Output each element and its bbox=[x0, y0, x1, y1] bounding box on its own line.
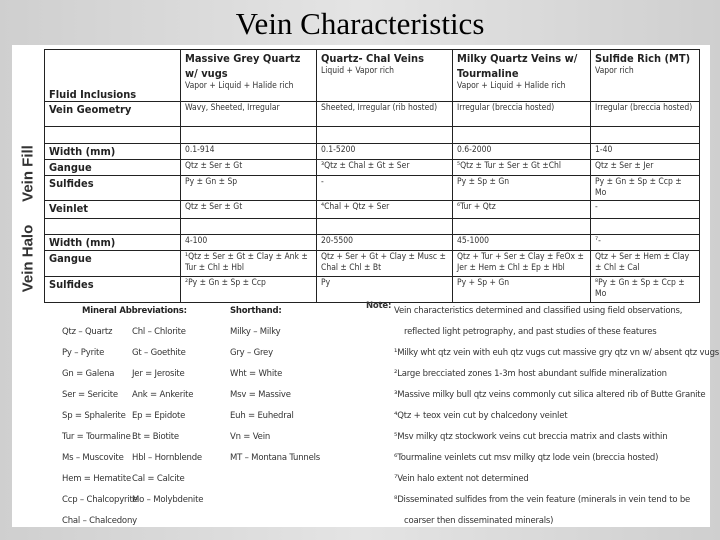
table-cell: 0.1-914 bbox=[181, 144, 317, 160]
fluid-inclusion-cell: Vapor rich bbox=[595, 66, 634, 76]
table-cell: Py ± Gn ± Sp bbox=[181, 176, 317, 201]
table-cell: ⁴Chal + Qtz + Ser bbox=[317, 201, 453, 219]
abbreviation-item: Sp = Sphalerite bbox=[62, 411, 126, 421]
slide-title: Vein Characteristics bbox=[235, 6, 485, 41]
table-row bbox=[45, 251, 700, 277]
column-title: Massive Grey Quartz w/ vugs bbox=[185, 52, 301, 80]
vein-fill-label: Vein Fill bbox=[19, 145, 37, 202]
abbreviation-item: Gt – Goethite bbox=[132, 348, 186, 358]
abbreviation-item: Py – Pyrite bbox=[62, 348, 105, 358]
table-cell: Qtz + Ser ± Hem ± Clay ± Chl ± Cal bbox=[591, 251, 700, 277]
table-cell: - bbox=[317, 176, 453, 201]
column-header bbox=[591, 50, 700, 102]
note-heading: Note: bbox=[366, 301, 392, 311]
table-cell: - bbox=[591, 201, 700, 219]
row-label: Vein Geometry bbox=[45, 102, 181, 127]
shorthand-item: Milky – Milky bbox=[230, 327, 281, 337]
abbreviation-item: Hem = Hematite bbox=[62, 474, 131, 484]
abbreviation-item: Chl – Chlorite bbox=[132, 327, 186, 337]
table-row bbox=[45, 201, 700, 219]
table-cell: 45-1000 bbox=[453, 235, 591, 251]
note-line: ⁴Qtz + teox vein cut by chalcedony veinlet bbox=[394, 411, 568, 421]
table-cell: ¹Qtz ± Ser ± Gt ± Clay ± Ank ± Tur ± Chl ± Hbl bbox=[181, 251, 317, 277]
table-cell: Sheeted, Irregular (rib hosted) bbox=[317, 102, 453, 127]
note-line: ⁶Tourmaline veinlets cut msv milky qtz lode vein (breccia hosted) bbox=[394, 453, 659, 463]
abbreviation-item: Ccp – Chalcopyrite bbox=[62, 495, 138, 505]
table-cell: Py bbox=[317, 277, 453, 303]
note-line: ⁸Disseminated sulfides from the vein feature (minerals in vein tend to be bbox=[394, 495, 691, 505]
table-cell: 1-40 bbox=[591, 144, 700, 160]
table-cell bbox=[181, 127, 317, 144]
note-line: ²Large brecciated zones 1-3m host abundant sulfide mineralization bbox=[394, 369, 667, 379]
row-label: Gangue bbox=[45, 160, 181, 176]
shorthand-item: MT – Montana Tunnels bbox=[230, 453, 321, 463]
table-row bbox=[45, 219, 700, 235]
table-cell: Qtz + Tur + Ser ± Clay ± FeOx ± Jer ± Hem ± Chl ± Ep ± Hbl bbox=[453, 251, 591, 277]
abbreviation-item: Cal = Calcite bbox=[132, 474, 185, 484]
table-cell: ⁷- bbox=[591, 235, 700, 251]
shorthand-item: Gry – Grey bbox=[230, 348, 273, 358]
table-cell: Py + Sp + Gn bbox=[453, 277, 591, 303]
table-cell: 4-100 bbox=[181, 235, 317, 251]
table-cell: ²Py ± Gn ± Sp ± Ccp bbox=[181, 277, 317, 303]
shorthand-item: Wht = White bbox=[230, 369, 283, 379]
shorthand-heading: Shorthand: bbox=[230, 306, 282, 316]
table-cell bbox=[453, 127, 591, 144]
note-line: reflected light petrography, and past studies of these features bbox=[404, 327, 657, 337]
table-row bbox=[45, 144, 700, 160]
table-cell: 0.6-2000 bbox=[453, 144, 591, 160]
table-row bbox=[45, 127, 700, 144]
table-cell: ⁵Qtz ± Tur ± Ser ± Gt ±Chl bbox=[453, 160, 591, 176]
vein-table-image bbox=[12, 45, 720, 527]
row-label: Width (mm) bbox=[45, 144, 181, 160]
mineral-abbreviations-col2 bbox=[132, 301, 203, 511]
table-row bbox=[45, 235, 700, 251]
table-cell: Irregular (breccia hosted) bbox=[453, 102, 591, 127]
table-cell bbox=[317, 219, 453, 235]
table-cell: Qtz ± Ser ± Gt bbox=[181, 160, 317, 176]
notes-list bbox=[394, 301, 719, 532]
abbreviation-item: Ms – Muscovite bbox=[62, 453, 124, 463]
shorthand-item: Vn = Vein bbox=[230, 432, 271, 442]
table-cell bbox=[317, 127, 453, 144]
abbreviation-item: Mo – Molybdenite bbox=[132, 495, 204, 505]
abbreviation-item: Chal – Chalcedony bbox=[62, 516, 137, 526]
abbreviation-item: Bt = Biotite bbox=[132, 432, 179, 442]
table-cell: 20-5500 bbox=[317, 235, 453, 251]
abbrev-heading: Mineral Abbreviations: bbox=[82, 306, 187, 316]
fluid-inclusion-cell: Vapor + Liquid + Halide rich bbox=[457, 81, 566, 91]
column-title: Sulfide Rich (MT) bbox=[595, 52, 691, 65]
column-header bbox=[181, 50, 317, 102]
row-label bbox=[45, 219, 181, 235]
table-cell: 0.1-5200 bbox=[317, 144, 453, 160]
abbreviation-item: Hbl – Hornblende bbox=[132, 453, 202, 463]
table-cell: ⁶Tur + Qtz bbox=[453, 201, 591, 219]
table-cell: Wavy, Sheeted, Irregular bbox=[181, 102, 317, 127]
table-cell: Py ± Gn ± Sp ± Ccp ± Mo bbox=[591, 176, 700, 201]
table-row bbox=[45, 160, 700, 176]
table-row bbox=[45, 176, 700, 201]
table-cell bbox=[591, 219, 700, 235]
note-line: Vein characteristics determined and classified using field observations, bbox=[394, 306, 683, 316]
abbreviation-item: Ep = Epidote bbox=[132, 411, 186, 421]
note-line: ⁵Msv milky qtz stockwork veins cut breccia matrix and clasts within bbox=[394, 432, 668, 442]
column-title: Quartz- Chal Veins bbox=[321, 52, 424, 65]
table-cell: Irregular (breccia hosted) bbox=[591, 102, 700, 127]
table-cell: Qtz ± Ser ± Jer bbox=[591, 160, 700, 176]
column-title: Milky Quartz Veins w/ Tourmaline bbox=[457, 52, 578, 80]
note-line: coarser then disseminated minerals) bbox=[404, 516, 554, 526]
row-label: Sulfides bbox=[45, 277, 181, 303]
fluid-inclusion-cell: Vapor + Liquid + Halide rich bbox=[185, 81, 294, 91]
table-cell bbox=[591, 127, 700, 144]
column-header bbox=[453, 50, 591, 102]
row-label: Veinlet bbox=[45, 201, 181, 219]
abbreviation-item: Qtz – Quartz bbox=[62, 327, 113, 337]
abbreviation-item: Ank = Ankerite bbox=[132, 390, 194, 400]
note-line: ⁷Vein halo extent not determined bbox=[394, 474, 529, 484]
table-cell: Qtz ± Ser ± Gt bbox=[181, 201, 317, 219]
table-cell bbox=[181, 219, 317, 235]
table-row bbox=[45, 277, 700, 303]
table-cell: Py ± Sp ± Gn bbox=[453, 176, 591, 201]
note-line: ¹Milky wht qtz vein with euh qtz vugs cut massive gry qtz vn w/ absent qtz vugs bbox=[394, 348, 720, 358]
column-header bbox=[317, 50, 453, 102]
abbreviation-item: Gn = Galena bbox=[62, 369, 115, 379]
row-label: Sulfides bbox=[45, 176, 181, 201]
shorthand-item: Msv = Massive bbox=[230, 390, 291, 400]
row-label: Width (mm) bbox=[45, 235, 181, 251]
abbreviation-item: Tur = Tourmaline bbox=[62, 432, 131, 442]
row-label bbox=[45, 127, 181, 144]
table-row bbox=[45, 102, 700, 127]
vein-characteristics-table bbox=[44, 49, 700, 303]
table-cell bbox=[453, 219, 591, 235]
row-label: Fluid Inclusions bbox=[45, 50, 181, 102]
fluid-inclusion-cell: Liquid + Vapor rich bbox=[321, 66, 395, 76]
vein-halo-label: Vein Halo bbox=[19, 224, 37, 293]
row-label: Gangue bbox=[45, 251, 181, 277]
table-cell: ⁸Py ± Gn ± Sp ± Ccp ± Mo bbox=[591, 277, 700, 303]
abbreviation-item: Jer = Jerosite bbox=[132, 369, 185, 379]
shorthand-item: Euh = Euhedral bbox=[230, 411, 294, 421]
table-cell: Qtz + Ser + Gt + Clay ± Musc ± Chal ± Chl ± Bt bbox=[317, 251, 453, 277]
shorthand-list bbox=[230, 301, 320, 469]
note-line: ³Massive milky bull qtz veins commonly cut silica altered rib of Butte Granite bbox=[394, 390, 706, 400]
table-cell: ³Qtz ± Chal ± Gt ± Ser bbox=[317, 160, 453, 176]
abbreviation-item: Ser = Sericite bbox=[62, 390, 118, 400]
